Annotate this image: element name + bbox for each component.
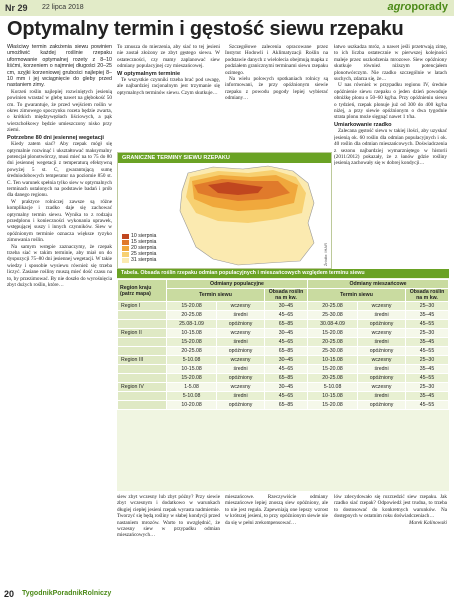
- table-row: [118, 347, 449, 356]
- cell-mix-density: 45–55: [406, 320, 449, 329]
- paragraph: lów zdecydowało się rozrzedzić siew rzepaku. Jak rzadko siać rzepak? Odpowiedź jest trudna, to trzeba to dostosować do konkretnych warunków. Na dostępnych w ostatnim roku doświadczeniach…: [334, 494, 447, 520]
- cell-region: [118, 392, 167, 401]
- paragraph: W praktyce rolniczej zawsze są różne komplikacje i rzadko daje się zachować optymalny termin siewu. Wynika to z rodzaju przedplonu i konieczności wykonania uprawek, wstępującej suszy i innych czynników. Siew w opóźnionym terminie oznacza większe ryzyko zimowania roślin.: [7, 198, 112, 244]
- cell-region: [118, 347, 167, 356]
- header-density-mix: Obsada roślin na m kw.: [406, 289, 449, 302]
- cell-mix-term: opóźniony: [358, 374, 406, 383]
- bottom-column-4: [334, 494, 447, 590]
- cell-mix-date: 15-20.08: [307, 329, 357, 338]
- cell-pop-date: 20-25.08: [167, 347, 217, 356]
- page-footer: [0, 588, 454, 600]
- issue-date: 22 lipca 2018: [42, 4, 84, 11]
- map-source: Źródło: IHAR: [323, 242, 328, 266]
- cell-region: Region III: [118, 356, 167, 365]
- cell-mix-term: średni: [358, 365, 406, 374]
- paragraph: mieszańcowe. Rzeczywiście odmiany mieszańcowe lepiej znoszą siew opóźniony, ale to nie jest reguła. Zapewniają one lepszy wzrost w krótszej jesieni, to przy opóźnionym siewie nie da się w pełni zrekompensować…: [225, 494, 328, 526]
- legend-swatch: [122, 240, 129, 245]
- density-table: [117, 279, 449, 410]
- cell-pop-term: opóźniony: [217, 374, 265, 383]
- cell-mix-date: 15-20.08: [307, 365, 357, 374]
- header-populacyjne: Odmiany populacyjne: [167, 280, 308, 289]
- column-3: [225, 44, 328, 148]
- cell-mix-date: 5-10.08: [307, 383, 357, 392]
- cell-region: [118, 320, 167, 329]
- table-row: [118, 320, 449, 329]
- paragraph: Te wszystkie czynniki trzeba brać pod uwagę, ale najbardziej racjonalnym jest trzymanie się optymalnych terminów siewu. Czym skutkuje…: [117, 77, 220, 96]
- cell-pop-date: 5-10.08: [167, 356, 217, 365]
- cell-pop-date: 10-15.08: [167, 329, 217, 338]
- cell-mix-density: 25–30: [406, 383, 449, 392]
- legend-swatch: [122, 246, 129, 251]
- cell-pop-date: 15-20.08: [167, 374, 217, 383]
- cell-mix-term: wczesny: [358, 356, 406, 365]
- cell-pop-term: opóźniony: [217, 401, 265, 410]
- legend-label: 25 sierpnia: [131, 251, 157, 257]
- cell-pop-density: 65–85: [264, 401, 307, 410]
- cell-mix-term: opóźniony: [358, 401, 406, 410]
- article-title: Optymalny termin i gęstość siewu rzepaku: [7, 18, 404, 40]
- subheading: W optymalnym terminie: [117, 70, 181, 77]
- cell-region: [118, 374, 167, 383]
- cell-pop-density: 30–45: [264, 356, 307, 365]
- legend-label: 31 sierpnia: [131, 257, 157, 263]
- cell-mix-density: 35–45: [406, 392, 449, 401]
- author: Marek Kalinowski: [409, 519, 447, 526]
- cell-pop-density: 45–65: [264, 365, 307, 374]
- paragraph: Korzeń roślin najlepiej rozwiniętych jesienią powinien wrastać w glebę nawet na głębokość 50 cm. To gwarantuje, że przed wejściem roślin w okres zimowego spoczynku rozeta będzie zwarta, o krótkich międzywęzłach liściowych, a pąk wierzchołkowy będzie umieszczony nisko przy ziemi.: [7, 88, 112, 134]
- cell-pop-term: opóźniony: [217, 347, 265, 356]
- cell-pop-term: wczesny: [217, 302, 265, 311]
- cell-pop-term: średni: [217, 392, 265, 401]
- cell-mix-date: 20-25.08: [307, 338, 357, 347]
- legend-item: [122, 258, 172, 264]
- cell-mix-density: 25–30: [406, 302, 449, 311]
- cell-pop-date: 25.08-1.09: [167, 320, 217, 329]
- footer-brand: TygodnikPoradnikRolniczy: [22, 590, 112, 597]
- cell-mix-term: opóźniony: [358, 347, 406, 356]
- cell-pop-density: 65–85: [264, 320, 307, 329]
- cell-mix-term: wczesny: [358, 329, 406, 338]
- cell-pop-date: 10-20.08: [167, 401, 217, 410]
- legend-swatch: [122, 234, 129, 239]
- legend-label: 10 sierpnia: [131, 233, 157, 239]
- cell-mix-density: 25–30: [406, 356, 449, 365]
- map-figure: [117, 152, 332, 269]
- cell-mix-date: 10-15.08: [307, 392, 357, 401]
- section-brand: [387, 1, 448, 13]
- cell-mix-density: 45–55: [406, 347, 449, 356]
- paragraph: siew zbyt wczesny lub zbyt późny? Przy siewie zbyt wczesnym i dodatkowo w warunkach długiej ciepłej jesieni rzepak wyrasta nadmiernie. Tworzyć się będą rośliny w słabej kondycji przed nastaniem mrozów. Warto to uwzględnić, że wczesny siew w przypadku odmian mieszańcowych…: [117, 494, 220, 539]
- header-mieszancowe: Odmiany mieszańcowe: [307, 280, 448, 289]
- cell-pop-density: 65–85: [264, 347, 307, 356]
- cell-mix-date: 25-30.08: [307, 311, 357, 320]
- cell-pop-density: 30–45: [264, 329, 307, 338]
- cell-region: [118, 338, 167, 347]
- cell-pop-date: 20-25.08: [167, 311, 217, 320]
- cell-pop-density: 30–45: [264, 302, 307, 311]
- cell-mix-date: 25-30.08: [307, 347, 357, 356]
- cell-pop-term: wczesny: [217, 356, 265, 365]
- paragraph: Na wielu polowych spotkaniach rolnicy są informowani, że przy opóźnionym siewie rzepaku z powodu pogody lepiej wybierać odmiany…: [225, 76, 328, 102]
- header-density-pop: Obsada roślin na m kw.: [264, 289, 307, 302]
- header-term-pop: Termin siewu: [167, 289, 265, 302]
- cell-mix-term: wczesny: [358, 302, 406, 311]
- legend-swatch: [122, 252, 129, 257]
- cell-region: Region II: [118, 329, 167, 338]
- cell-pop-term: wczesny: [217, 383, 265, 392]
- paragraph: Szczegółowe zalecenia opracowane przez Instytut Hodowli i Aklimatyzacji Roślin na podstawie danych z wielolecia obejmują mapka z podziałem granicznymi terminami siewu rzepaku ozimego.: [225, 44, 328, 76]
- table-body: [118, 302, 449, 410]
- legend-swatch: [122, 258, 129, 263]
- brand-agro: agro: [387, 1, 412, 13]
- lead-paragraph: Właściwy termin założenia siewu powinien umożliwić każdej roślinie rzepaku uformowanie optymalnej rozety z 8–10 liśćmi, korzeniem o najmniej długości 20–25 cm, szyjki korzeniowej grubości najlepiej 8–10 mm i jej wciągnięcie do gleby przed nastaniem zimy.: [7, 44, 112, 89]
- bottom-column-3: [225, 494, 328, 590]
- map-title: GRANICZNE TERMINY SIEWU RZEPAKU: [118, 153, 331, 163]
- issue-number: Nr 29: [5, 3, 28, 13]
- cell-pop-density: 30–45: [264, 383, 307, 392]
- cell-pop-density: 45–65: [264, 338, 307, 347]
- column-4: [334, 44, 447, 266]
- paragraph: To zmusza do mierzenia, aby siać to tej jesieni nie został złożony ze zbyt gęstego siewu. W ostateczności, czy mamy zaplanować siew odmiany populacyjnej czy mieszańcowej.: [117, 44, 220, 70]
- cell-mix-date: 10-15.08: [307, 356, 357, 365]
- table-row: [118, 392, 449, 401]
- cell-region: Region IV: [118, 383, 167, 392]
- paragraph: Na samym wstępie zaznaczymy, że rzepak trzeba siać w takim terminie, aby miał on do dyspozycji 75–80 dni jesiennej wegetacji. W takie wiedzy i sposobie wysiewu również się trzeba liczyć. Zasiane rośliny muszą mieć dość czasu na to, by przezimować. By nie doszło do wyrośnięcia zbyt dużych roślin, które…: [7, 243, 112, 289]
- cell-pop-date: 1-5.08: [167, 383, 217, 392]
- cell-region: [118, 311, 167, 320]
- cell-mix-term: wczesny: [358, 383, 406, 392]
- cell-mix-density: 35–45: [406, 338, 449, 347]
- table-row: [118, 356, 449, 365]
- header-term-mix: Termin siewu: [307, 289, 405, 302]
- cell-mix-term: opóźniony: [358, 320, 406, 329]
- cell-pop-term: opóźniony: [217, 320, 265, 329]
- cell-mix-term: średni: [358, 338, 406, 347]
- table-row: [118, 329, 449, 338]
- paragraph: Zalecana gęstość siewu w takiej ilości, aby uzyskać jesienią ok. 60 roślin dla odmian populacyjnych i ok. 40 roślin dla odmian mieszańcowych. Doświadczenia z sezonu najbardziej wymarzniętego w historii (2011/2012) pokazały, że z łanów gdzie rośliny jesienią zachowały się w dobrej kondycji…: [334, 128, 447, 167]
- legend-label: 15 sierpnia: [131, 239, 157, 245]
- column-1: [7, 44, 112, 592]
- cell-mix-density: 25–30: [406, 329, 449, 338]
- cell-region: [118, 365, 167, 374]
- cell-mix-date: 20-25.08: [307, 302, 357, 311]
- table-row: [118, 374, 449, 383]
- paragraph: U nas również w przypadku regionu IV, średnie opóźnienie siewu rzepaku o jeden dzień powoduje obniżkę plonu o 50–60 kg/ha. Przy opóźnieniu siewu o tydzień, rzepak plonuje już od 300 do 400 kg/ha niżej, a przy siewie opóźnionym o dwa tygodnie strata plonu może sięgnąć nawet 1 t/ha.: [334, 82, 447, 121]
- density-table-box: [117, 269, 449, 491]
- cell-pop-term: średni: [217, 365, 265, 374]
- cell-pop-density: 45–65: [264, 392, 307, 401]
- cell-region: Region I: [118, 302, 167, 311]
- cell-mix-density: 35–45: [406, 365, 449, 374]
- cell-mix-density: 45–55: [406, 374, 449, 383]
- header-region: Region kraju (patrz mapa): [118, 280, 167, 302]
- cell-mix-density: 45–55: [406, 401, 449, 410]
- subheading: Umiarkowanie rzadko: [334, 121, 392, 128]
- cell-mix-density: 35–45: [406, 311, 449, 320]
- paragraph: Kiedy zatem siać? Aby rzepak mógł się optymalnie rozwinąć i ukształtować maksymalny potencjał plonotwórczy, musi mieć na to 75 do 80 dni jesiennej wegetacji z temperaturą efektywną powyżej 5 st. C, gwarantującą sumę średniodobowych temperatur na poziomie 850 st. C. Ten warunek spełnia tylko siew w optymalnych terminach ustalonych na podstawie badań i prób dla danego regionu.: [7, 141, 112, 199]
- bottom-column-2: [117, 494, 220, 590]
- cell-pop-term: średni: [217, 311, 265, 320]
- cell-pop-date: 5-10.08: [167, 392, 217, 401]
- cell-mix-term: średni: [358, 311, 406, 320]
- cell-pop-term: wczesny: [217, 329, 265, 338]
- cell-mix-date: 15-20.08: [307, 401, 357, 410]
- table-row: [118, 401, 449, 410]
- page-header: [0, 0, 454, 16]
- paragraph: łatwo uszkadza mróz, a nawet jeśli przetrwają zimę, to ich liczba ostatecznie w pierwszej kolejności maleje przez uszkodzenia mrozowe. Siew opóźniony skutkuje również niższym potencjałem plonotwórczym. Nie rzadko szczególnie w latach suchych, zdarza się, że…: [334, 44, 447, 83]
- table-row: [118, 365, 449, 374]
- table-row: [118, 338, 449, 347]
- table-title: Tabela. Obsada roślin rzepaku odmian populacyjnych i mieszańcowych względem terminu siewu: [117, 269, 449, 278]
- page-number: 20: [4, 589, 15, 599]
- table-row: [118, 383, 449, 392]
- table-row: [118, 302, 449, 311]
- cell-region: [118, 401, 167, 410]
- cell-pop-date: 10-15.08: [167, 365, 217, 374]
- cell-pop-density: 65–85: [264, 374, 307, 383]
- cell-mix-term: średni: [358, 392, 406, 401]
- cell-pop-term: średni: [217, 338, 265, 347]
- legend-label: 20 sierpnia: [131, 245, 157, 251]
- cell-pop-date: 15-20.08: [167, 338, 217, 347]
- subheading: Potrzebne 80 dni jesiennej wegetacji: [7, 134, 104, 141]
- cell-mix-date: 30.08-4.09: [307, 320, 357, 329]
- cell-mix-date: 20-25.08: [307, 374, 357, 383]
- table-row: [118, 311, 449, 320]
- cell-pop-density: 45–65: [264, 311, 307, 320]
- column-2: [117, 44, 220, 148]
- cell-pop-date: 15-20.08: [167, 302, 217, 311]
- brand-porady: porady: [411, 1, 448, 13]
